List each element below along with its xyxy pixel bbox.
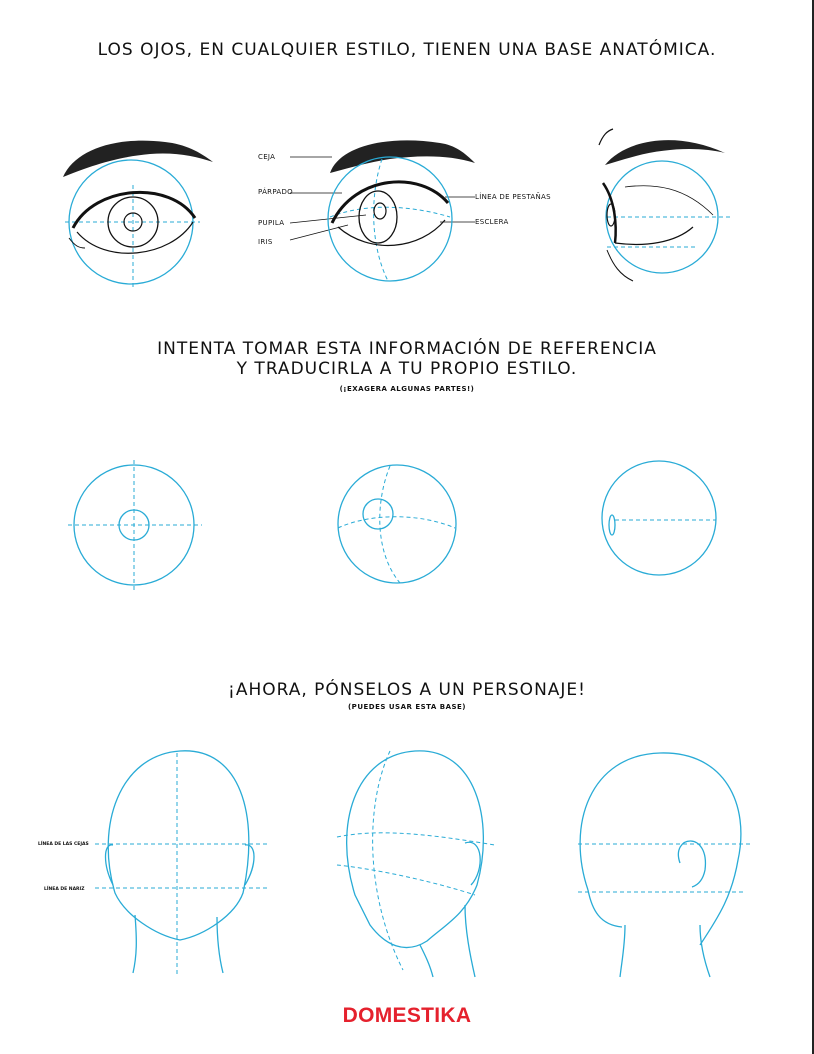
- label-ceja: CEJA: [258, 153, 276, 161]
- label-esclera: ESCLERA: [475, 218, 509, 226]
- eye-sketch-three-quarter: [270, 125, 475, 295]
- subheading-exaggerate: (¡EXAGERA ALGUNAS PARTES!): [339, 385, 475, 393]
- heading-translate-line2: Y TRADUCIRLA A TU PROPIO ESTILO.: [236, 359, 578, 379]
- eyebrow-strokes: [63, 141, 213, 177]
- heading-eyes-anatomy: LOS OJOS, EN CUALQUIER ESTILO, TIENEN UNA BASE ANATÓMICA.: [97, 40, 717, 60]
- heading-translate-line1: INTENTA TOMAR ESTA INFORMACIÓN DE REFERENCIA: [157, 339, 657, 359]
- subheading-use-base: (PUEDES USAR ESTA BASE): [347, 703, 467, 711]
- head-guide-profile: [570, 745, 750, 980]
- eye-sketch-front: [55, 130, 215, 295]
- label-linea-pestanas: LÍNEA DE PESTAÑAS: [475, 193, 551, 201]
- eye-sketch-profile: [585, 125, 735, 295]
- label-parpado: PÁRPADO: [258, 188, 293, 196]
- heading-translate-style: [0, 339, 814, 379]
- brand-name: DOMESTIKA: [342, 1004, 472, 1027]
- head-guide-three-quarter: [325, 745, 495, 980]
- heading-apply-character: ¡AHORA, PÓNSELOS A UN PERSONAJE!: [228, 680, 586, 700]
- eye-guide-three-quarter: [330, 458, 470, 598]
- label-iris: IRIS: [258, 238, 273, 246]
- head-guide-front: [95, 745, 270, 980]
- label-pupila: PUPILA: [258, 219, 285, 227]
- label-linea-cejas: LÍNEA DE LAS CEJAS: [38, 842, 89, 847]
- eye-guide-profile: [600, 458, 730, 588]
- label-linea-nariz: LÍNEA DE NARIZ: [44, 887, 85, 892]
- domestika-logo: [0, 1004, 814, 1028]
- eye-guide-front: [60, 458, 210, 598]
